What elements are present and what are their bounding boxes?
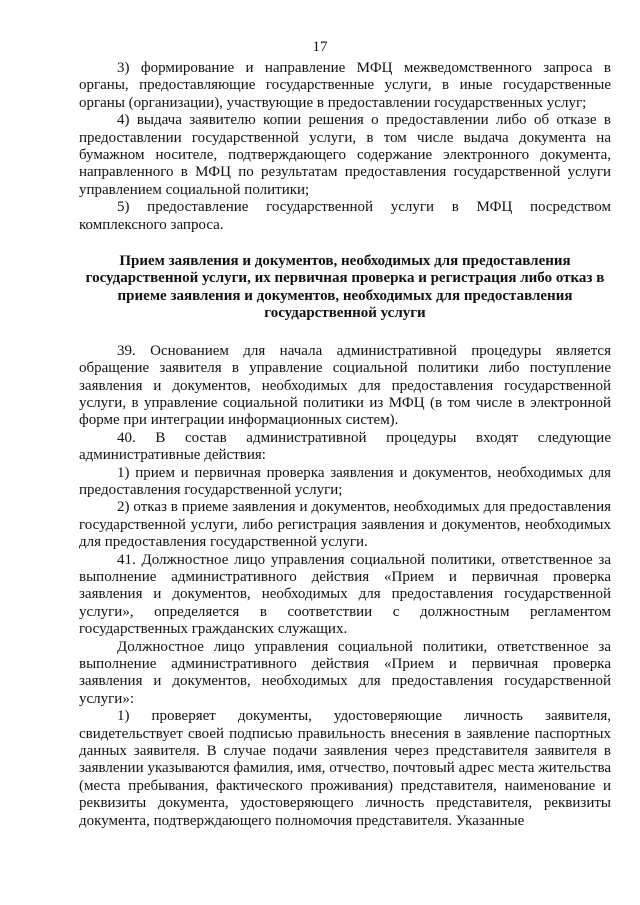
paragraph-41: 41. Должностное лицо управления социальной политики, ответственное за выполнение административного действия «Прием и первичная проверка заявления и документов, необходимых для предоставления государственной услуги», определяется в соответствии с должностным регламентом государственных гражданских служащих. [79,551,611,638]
spacer [79,234,611,253]
paragraph-item-5: 5) предоставление государственной услуги в МФЦ посредством комплексного запроса. [79,199,611,233]
page-number: 17 [312,39,328,55]
paragraph-40-item-2: 2) отказ в приеме заявления и документов, необходимых для предоставления государственной услуги, либо регистрация заявления и документов, необходимых для предоставления государственной услуги. [79,499,611,551]
paragraph-40-item-1: 1) прием и первичная проверка заявления и документов, необходимых для предоставления государственной услуги; [79,464,611,498]
spacer [79,323,611,343]
document-body [79,60,611,830]
paragraph-item-3: 3) формирование и направление МФЦ межведомственного запроса в органы, предоставляющие государственные услуги, в иные государственные органы (организации), участвующие в предоставлении государственных услуг; [79,60,611,111]
paragraph-41-responsible: Должностное лицо управления социальной политики, ответственное за выполнение административного действия «Прием и первичная проверка заявления и документов, необходимых для предоставления государственной услуги»: [79,638,611,707]
paragraph-39: 39. Основанием для начала административной процедуры является обращение заявителя в управление социальной политики либо поступление заявления и документов, необходимых для предоставления государственной услуги, в управление социальной политики из МФЦ (в том числе в электронной форме при интеграции информационных систем). [79,342,611,429]
paragraph-40: 40. В состав административной процедуры входят следующие административные действия: [79,429,611,464]
paragraph-41-item-1: 1) проверяет документы, удостоверяющие личность заявителя, свидетельствует своей подписью правильность внесения в заявление паспортных данных заявителя. В случае подачи заявления через представителя заявителя в заявлении указываются фамилия, имя, отчество, почтовый адрес места жительства (места пребывания, фактического проживания) представителя, наименование и реквизиты документа, удостоверяющего личность представителя, реквизиты документа, подтверждающего полномочия представителя. Указанные [79,708,611,829]
section-heading: Прием заявления и документов, необходимых для предоставления государственной услуги, их первичная проверка и регистрация либо отказ в приеме заявления и документов, необходимых для предоставления государственной услуги [85,253,605,322]
paragraph-item-4: 4) выдача заявителю копии решения о предоставлении либо об отказе в предоставлении государственной услуги, в том числе выдача документа на бумажном носителе, подтверждающего содержание электронного документа, направленного в МФЦ по результатам предоставления государственной услуги управлением социальной политики; [79,112,611,198]
